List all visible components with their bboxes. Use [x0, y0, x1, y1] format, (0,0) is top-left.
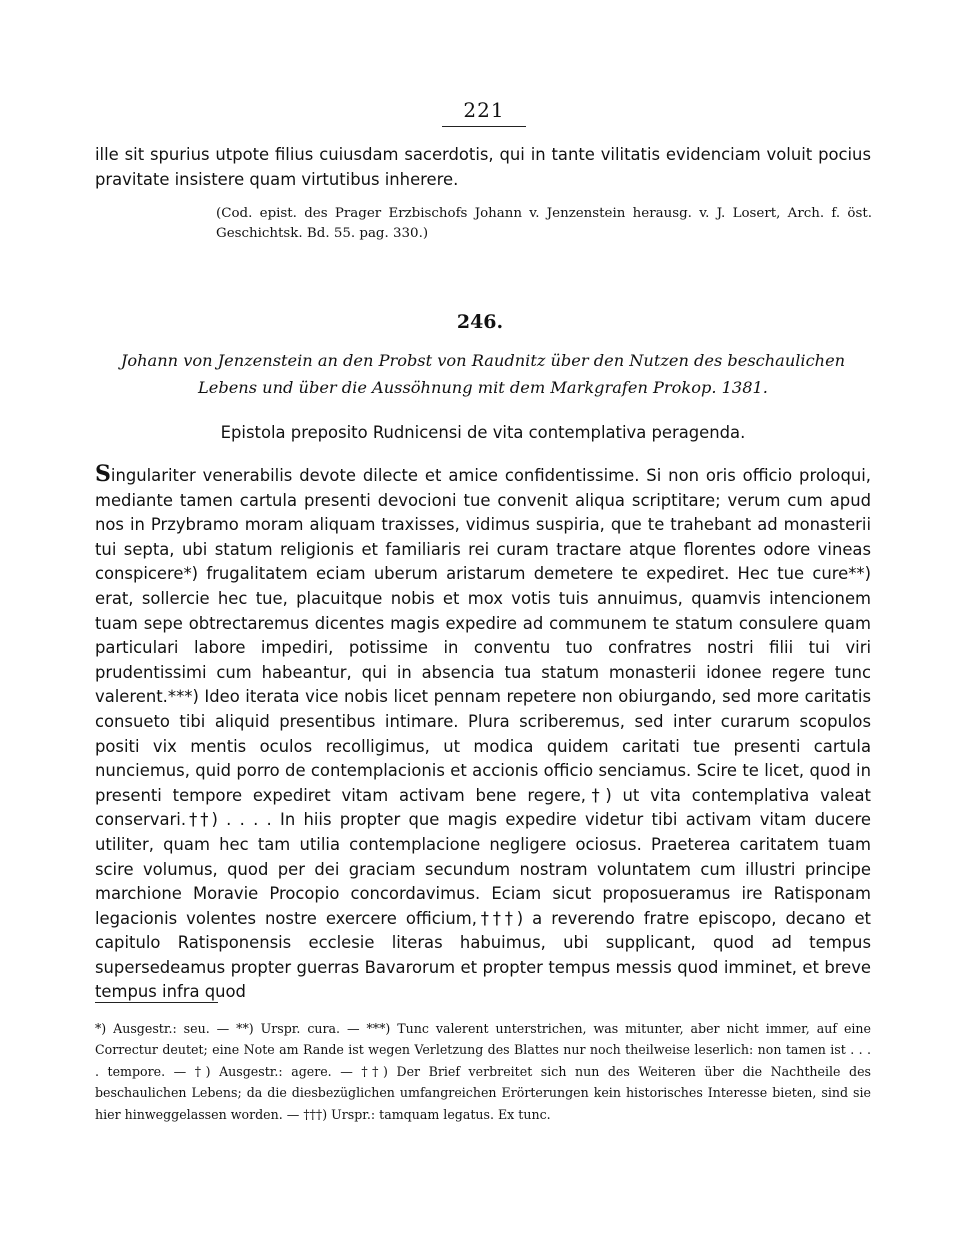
document-heading: Johann von Jenzenstein an den Probst von Raudnitz über den Nutzen des beschaulichen Lebens und über die Aussöhnung mit dem Markgrafen Prokop. 1381. [120, 351, 846, 397]
body-text: ingulariter venerabilis devote dilecte et amice confidentissime. Si non oris officio proloqui, mediante tamen cartula presenti devocioni tue convenit aliqua scriptitare; verum cum apud nos in Przybramo moram aliquam traxisses, vidimus suspiria, que te trahebant ad monasterii tui septa, ubi statum religionis et familiaris rei curam tractare atque florentes odore vineas conspicere*) frugalitatem eciam uberum aristarum demetere te expediret. Hec tue cure**) erat, sollercie hec tue, placuitque nobis et mox votis tuis annuimus, quamvis intencionem tuam sepe obtrectaremus dicentes magis expedire ad communem te statum consulere quam particulari labore impediri, potissime in conventu tuo confratres nostri filii tui viri prudentissimi cum habeantur, qui in absencia tua statum monasterii idonee regere tunc valerent.***) Ideo iterata vice nobis licet pennam repetere non obiurgando, sed more caritatis consueto tibi aliquid presentibus intimare. Plura scriberemus, sed inter curarum scopulos positi vix mentis oculos recolligimus, ut modica quidem caritati tue presenti cartula nunciemus, quid porro de contemplacionis et accionis officio senciamus. Scire te licet, quod in presenti tempore expediret vitam activam bene regere,†) ut vita contemplativa valeat conservari.††) . . . . In hiis propter que magis expedire videtur tibi activam vitam ducere utiliter, quam hec tam utilia contemplacione negligere ociosus. Praeterea caritatem tuam scire volumus, quod per dei graciam secundum nostram voluntatem cum illustri principe marchione Moravie Procopio concordavimus. Eciam sicut proposueramus ire Ratisponam legacionis volentes nostre exercere officium,†††) a reverendo fratre episcopo, decano et capitulo Ratisponensis ecclesie literas habuimus, ubi supplicant, quod ad tempus supersedeamus propter guerras Bavarorum et propter tempus messis quod imminet, et breve tempus infra quod [95, 466, 871, 1002]
page-number-rule [442, 126, 526, 127]
footnote-rule [95, 1002, 218, 1003]
document-number: 246. [456, 311, 504, 333]
intro-paragraph: ille sit spurius utpote filius cuiusdam sacerdotis, qui in tante vilitatis evidenciam voluit pocius pravitate insistere quam virtutibus inherere. [95, 145, 871, 189]
source-note: (Cod. epist. des Prager Erzbischofs Johann v. Jenzenstein herausg. v. J. Losert, Arch. f. öst. Geschichtsk. Bd. 55. pag. 330.) [216, 206, 872, 241]
drop-initial: S [95, 461, 111, 487]
document-subheading: Epistola preposito Rudnicensi de vita contemplativa peragenda. [220, 423, 746, 442]
footnotes-text: *) Ausgestr.: seu. — **) Urspr. cura. — ***) Tunc valerent unterstrichen, was mitunter, aber nicht immer, auf eine Correctur deutet; eine Note am Rande ist wegen Verletzung des Blattes nur noch theilweise leserlich: non tamen ist . . . . tempore. — †) Ausgestr.: agere. — ††) Der Brief verbreitet sich nun des Weiteren über die Nachtheile des beschaulichen Lebens; da die diesbezüglichen umfangreichen Erörterungen kein historisches Interesse bieten, sind sie hier hinweggelassen worden. — †††) Urspr.: tamquam legatus. Ex tunc. [95, 1021, 871, 1122]
footnotes [95, 1018, 871, 1125]
body-paragraph [95, 462, 871, 1005]
page-number: 221 [463, 98, 505, 122]
